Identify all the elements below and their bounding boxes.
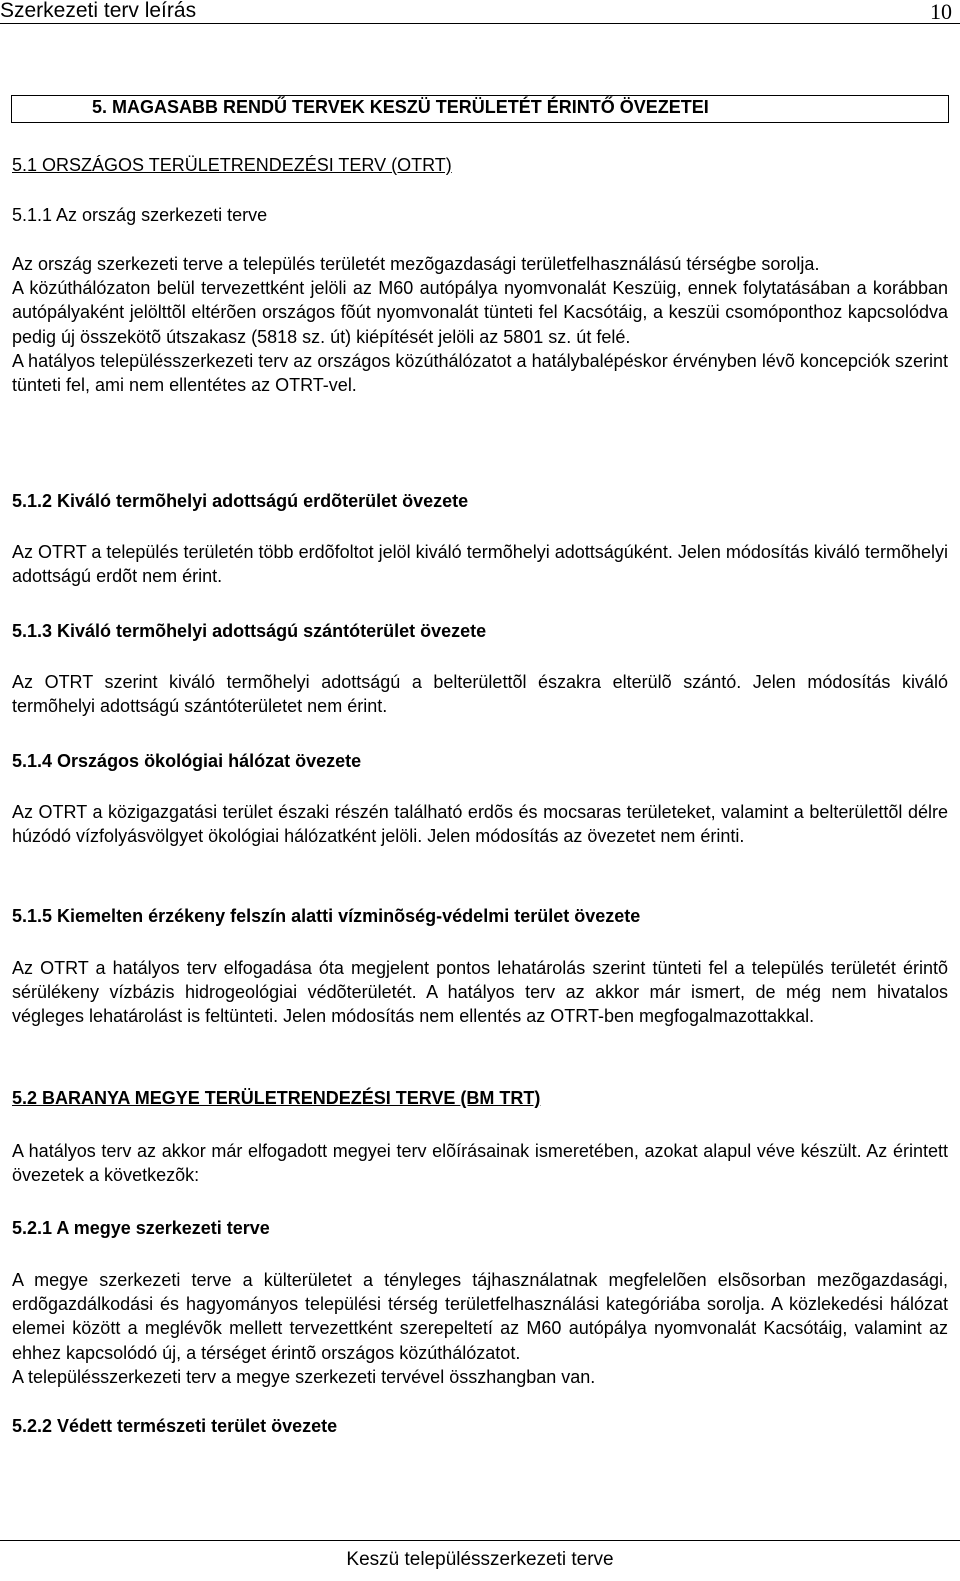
header-rule (0, 23, 960, 24)
section-5-1-5-body (12, 956, 948, 1029)
section-5-1-4 (12, 749, 948, 773)
section-5-1-5 (12, 904, 948, 928)
section-title: 5.2.1 A megye szerkezeti terve (12, 1218, 270, 1238)
header-title: Szerkezeti terv leírás (0, 0, 197, 22)
section-5-2-body (12, 1139, 948, 1187)
section-title: 5.1 ORSZÁGOS TERÜLETRENDEZÉSI TERV (OTRT) (12, 155, 452, 175)
paragraph: Az OTRT a hatályos terv elfogadása óta megjelent pontos lehatárolás szerint tünteti fel a település területét érintõ sérülékeny vízbázis hidrogeológiai védõterületét. A hatályos terv az akkor már ismert, de még nem hivatalos végleges lehatárolást is feltünteti. Jelen módosítás nem ellentés az OTRT-ben megfogalmazottakkal. (12, 958, 948, 1027)
paragraph: Az ország szerkezeti terve a település területét mezõgazdasági területfelhasználású térségbe sorolja. (12, 254, 820, 274)
paragraph: A településszerkezeti terv a megye szerkezeti tervével összhangban van. (12, 1366, 596, 1387)
footer-rule (0, 1540, 960, 1541)
section-5-2-2 (12, 1414, 948, 1438)
section-5-2 (12, 1086, 948, 1110)
paragraph: A hatályos településszerkezeti terv az országos közúthálózatot a hatálybalépéskor érvényben lévõ koncepciók szerint tünteti fel, ami nem ellentétes az OTRT-vel. (12, 350, 948, 396)
section-5-1-1-body (12, 252, 948, 397)
page-header (0, 0, 960, 24)
section-title: 5.2.2 Védett természeti terület övezete (12, 1416, 338, 1436)
section-title: 5.1.2 Kiváló termõhelyi adottságú erdõterület övezete (12, 491, 469, 511)
section-5-2-1-body (12, 1268, 948, 1389)
section-title: 5.2 BARANYA MEGYE TERÜLETRENDEZÉSI TERVE (BM TRT) (12, 1088, 541, 1108)
paragraph: Az OTRT a közigazgatási terület északi részén található erdõs és mocsaras területeket, valamint a belterülettõl délre húzódó vízfolyásvölgyet ökológiai hálózatként jelöli. Jelen módosítás az övezetet nem érinti. (12, 802, 948, 847)
page-number: 10 (930, 0, 952, 24)
chapter-title: 5. MAGASABB RENDŰ TERVEK KESZÜ TERÜLETÉT ÉRINTŐ ÖVEZETEI (92, 97, 709, 117)
section-5-1-3-body (12, 670, 948, 718)
section-5-1 (12, 153, 948, 177)
section-5-1-4-body (12, 800, 948, 848)
chapter-heading-box (12, 95, 948, 123)
section-title: 5.1.5 Kiemelten érzékeny felszín alatti vízminõség-védelmi terület övezete (12, 906, 641, 926)
section-title: 5.1.1 Az ország szerkezeti terve (12, 205, 268, 225)
page-footer (0, 1540, 960, 1581)
section-5-1-3 (12, 619, 948, 643)
paragraph: Az OTRT a település területén több erdõfoltot jelöl kiváló termõhelyi adottságúként. Jelen módosítás kiváló termõhelyi adottságú erdõt nem érint. (12, 542, 948, 587)
paragraph: A közúthálózaton belül tervezettként jelöli az M60 autópálya nyomvonalát Keszüig, ennek folytatásában a korábban autópályaként jelölttõl eltérõen országos fõút nyomvonalát tünteti fel Kacsótáig, a keszüi csomóponthoz kapcsolódva pedig új összekötõ útszakasz (5818 sz. út) kiépítését jelöli az 5801 sz. út felé. (12, 278, 948, 347)
section-title: 5.1.3 Kiváló termõhelyi adottságú szántóterület övezete (12, 621, 487, 641)
section-5-1-2 (12, 489, 948, 513)
section-5-2-1 (12, 1216, 948, 1240)
paragraph: Az OTRT szerint kiváló termõhelyi adottságú a belterülettõl északra elterülõ szántó. Jelen módosítás kiváló termõhelyi adottságú szántóterületet nem érint. (12, 672, 948, 717)
footer-text: Keszü településszerkezeti terve (346, 1549, 614, 1570)
paragraph: A hatályos terv az akkor már elfogadott megyei terv elõírásainak ismeretében, azokat alapul véve készült. Az érintett övezetek a következõk: (12, 1141, 948, 1186)
paragraph: A megye szerkezeti terve a külterületet a tényleges tájhasználatnak megfelelõen elsõsorban mezõgazdasági, erdõgazdálkodási és hagyományos települési térség területfelhasználási kategóriába sorolja. A közlekedési hálózat elemei között a meglévõk mellett tervezettként szerepeltetí az M60 autópálya nyomvonalát Kacsótáig, valamint az ehhez kapcsolódó új, a térséget érintõ országos közúthálózatot. (12, 1270, 948, 1363)
section-5-1-1 (12, 203, 948, 227)
section-5-1-2-body (12, 540, 948, 588)
section-title: 5.1.4 Országos ökológiai hálózat övezete (12, 751, 362, 771)
